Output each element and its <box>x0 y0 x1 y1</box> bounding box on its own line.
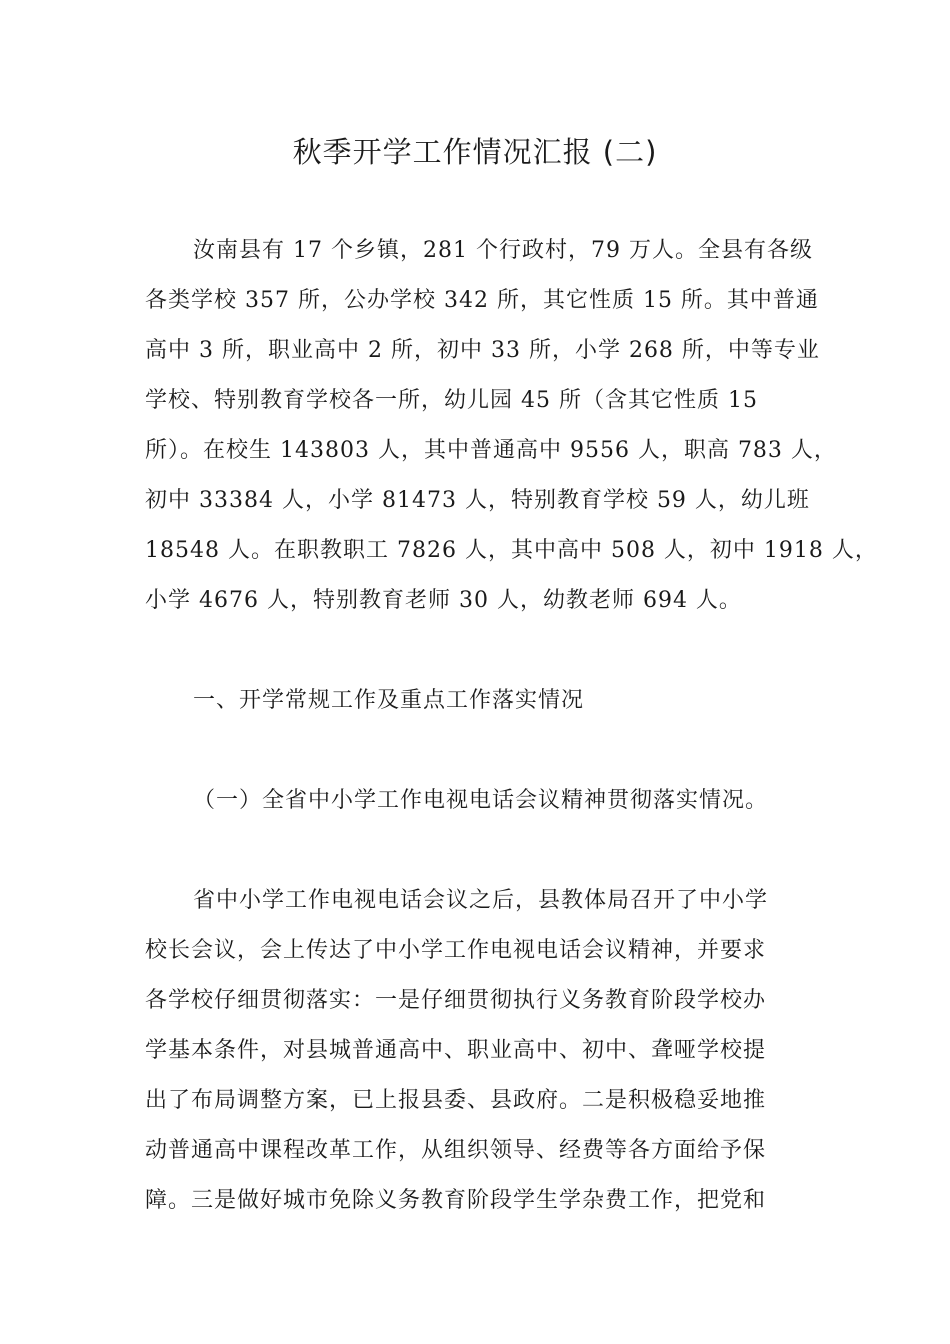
paragraph-line: 校长会议，会上传达了中小学工作电视电话会议精神，并要求 <box>145 938 767 963</box>
subsection-heading: （一）全省中小学工作电视电话会议精神贯彻落实情况。 <box>193 788 769 813</box>
document-title: 秋季开学工作情况汇报 (二) <box>292 135 658 169</box>
paragraph-line: 小学 4676 人，特别教育老师 30 人，幼教老师 694 人。 <box>145 588 742 613</box>
paragraph-line: 省中小学工作电视电话会议之后，县教体局召开了中小学 <box>193 888 769 913</box>
paragraph-line: 学校、特别教育学校各一所，幼儿园 45 所（含其它性质 15 <box>145 388 758 413</box>
paragraph-line: 学基本条件，对县城普通高中、职业高中、初中、聋哑学校提 <box>145 1038 767 1063</box>
paragraph-line: 动普通高中课程改革工作，从组织领导、经费等各方面给予保 <box>145 1138 767 1163</box>
paragraph-line: 高中 3 所，职业高中 2 所，初中 33 所，小学 268 所，中等专业 <box>145 338 820 363</box>
paragraph-line: 出了布局调整方案，已上报县委、县政府。二是积极稳妥地推 <box>145 1088 767 1113</box>
paragraph-line: 18548 人。在职教职工 7826 人，其中高中 508 人，初中 1918 人， <box>145 538 878 563</box>
paragraph-line: 障。三是做好城市免除义务教育阶段学生学杂费工作，把党和 <box>145 1188 767 1213</box>
paragraph-line: 初中 33384 人，小学 81473 人，特别教育学校 59 人，幼儿班 <box>145 488 810 513</box>
section-heading: 一、开学常规工作及重点工作落实情况 <box>193 688 585 713</box>
paragraph-line: 汝南县有 17 个乡镇，281 个行政村，79 万人。全县有各级 <box>193 238 813 263</box>
paragraph-line: 各类学校 357 所，公办学校 342 所，其它性质 15 所。其中普通 <box>145 288 819 313</box>
paragraph-line: 所）。在校生 143803 人，其中普通高中 9556 人，职高 783 人， <box>145 438 837 463</box>
paragraph-line: 各学校仔细贯彻落实：一是仔细贯彻执行义务教育阶段学校办 <box>145 988 767 1013</box>
